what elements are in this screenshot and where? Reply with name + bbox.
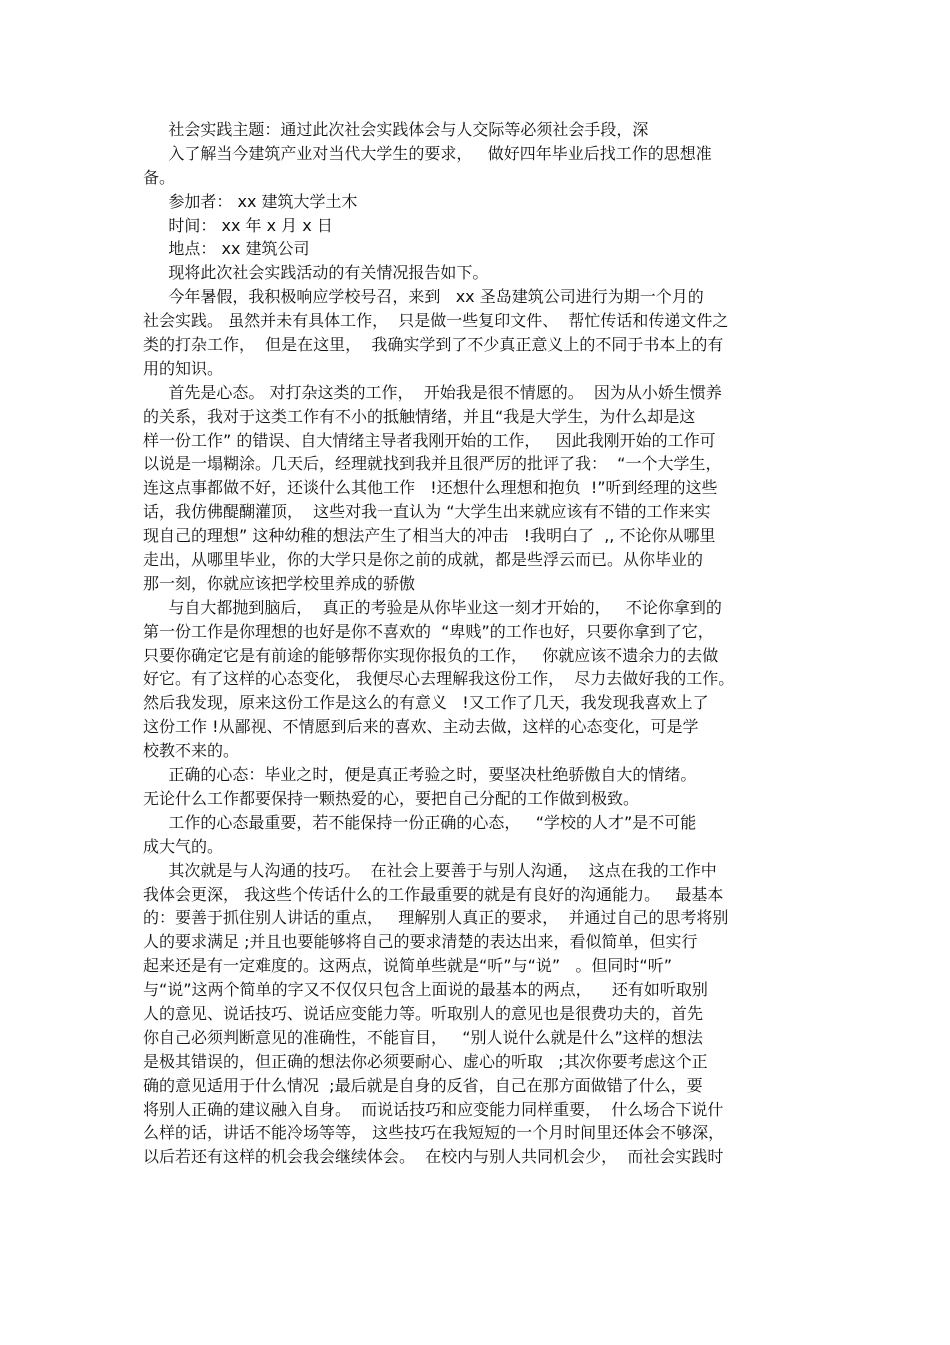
text-line: 是极其错误的，但正确的想法你必须要耐心、虚心的听取 ;其次你要考虑这个正 [143, 1051, 708, 1071]
text-line: 连这点事都做不好，还谈什么其他工作 !还想什么理想和抱负 !”听到经理的这些 [143, 478, 718, 498]
text-line: 参加者： xx 建筑大学土木 [143, 191, 358, 211]
text-line: 校教不来的。 [143, 741, 240, 761]
text-line: 么样的话，讲话不能冷场等等， 这些技巧在我短短的一个月时间里还体会不够深， [143, 1123, 725, 1143]
text-line: 确的意见适用于什么情况 ;最后就是自身的反省，自己在那方面做错了什么，要 [143, 1075, 703, 1095]
text-line: 以说是一塌糊涂。几天后，经理就找到我并且很严厉的批评了我： “一个大学生， [143, 454, 722, 474]
text-line: 人的要求满足 ;并且也要能够将自己的要求清楚的表达出来，看似简单，但实行 [143, 932, 698, 952]
text-line: 社会实践。 虽然并未有具体工作， 只是做一些复印文件、 帮忙传话和传递文件之 [143, 311, 729, 331]
text-line: 与自大都抛到脑后， 真正的考验是从你毕业这一刻才开始的， 不论你拿到的 [143, 597, 722, 617]
text-line: 然后我发现，原来这份工作是这么的有意义 !又工作了几天，我发现我喜欢上了 [143, 693, 709, 713]
text-line: 与“说”这两个简单的字又不仅仅只包含上面说的最基本的两点， 还有如听取别 [143, 980, 708, 1000]
text-line: 的关系，我对于这类工作有不小的抵触情绪，并且“我是大学生，为什么却是这 [143, 406, 696, 426]
text-line: 今年暑假，我积极响应学校号召，来到 xx 圣岛建筑公司进行为期一个月的 [143, 287, 704, 307]
text-line: 其次就是与人沟通的技巧。 在社会上要善于与别人沟通， 这点在我的工作中 [143, 860, 717, 880]
text-line: 社会实践主题：通过此次社会实践体会与人交际等必须社会手段，深 [143, 120, 649, 139]
text-line: 备。 [143, 167, 176, 187]
text-line: 那一刻，你就应该把学校里养成的骄傲 [143, 573, 416, 593]
text-line: 用的知识。 [143, 358, 224, 378]
text-line: 工作的心态最重要，若不能保持一份正确的心态， “学校的人才”是不可能 [143, 812, 697, 832]
text-line: 我体会更深， 我这些个传话什么的工作最重要的就是有良好的沟通能力。 最基本 [143, 884, 724, 904]
text-line: 首先是心态。 对打杂这类的工作， 开始我是很不情愿的。 因为从小娇生惯养 [143, 382, 722, 402]
text-line: 只要你确定它是有前途的能够帮你实现你报负的工作， 你就应该不遗余力的去做 [143, 645, 719, 665]
text-line: 第一份工作是你理想的也好是你不喜欢的 “卑贱”的工作也好，只要你拿到了它， [143, 621, 714, 641]
text-line: 以后若还有这样的机会我会继续体会。 在校内与别人共同机会少， 而社会实践时 [143, 1147, 724, 1167]
text-line: 时间： xx 年 x 月 x 日 [143, 215, 333, 235]
text-line: 话，我仿佛醍醐灌顶， 这些对我一直认为 “大学生出来就应该有不错的工作来实 [143, 502, 711, 522]
text-line: 无论什么工作都要保持一颗热爱的心，要把自己分配的工作做到极致。 [143, 788, 640, 808]
text-line: 的：要善于抓住别人讲话的重点， 理解别人真正的要求， 并通过自己的思考将别 [143, 908, 729, 928]
text-line: 人的意见、说话技巧、说话应变能力等。听取别人的意见也是很费功夫的，首先 [143, 1003, 704, 1023]
text-line: 样一份工作” 的错误、自大情绪主导者我刚开始的工作， 因此我刚开始的工作可 [143, 430, 716, 450]
text-line: 成大气的。 [143, 836, 224, 856]
text-line: 起来还是有一定难度的。这两点，说简单些就是“听”与“说” 。但同时“听” [143, 956, 672, 976]
text-line: 将别人正确的建议融入自身。 而说话技巧和应变能力同样重要， 什么场合下说什 [143, 1099, 724, 1119]
text-line: 走出，从哪里毕业，你的大学只是你之前的成就，都是些浮云而已。从你毕业的 [143, 550, 704, 570]
text-line: 现将此次社会实践活动的有关情况报告如下。 [143, 263, 489, 283]
report-body [143, 118, 808, 1169]
text-line: 现自己的理想” 这种幼稚的想法产生了相当大的冲击 !我明白了 ,, 不论你从哪里 [143, 526, 716, 546]
text-line: 好它。有了这样的心态变化， 我便尽心去理解我这份工作， 尽力去做好我的工作。 [143, 669, 735, 689]
text-line: 这份工作 !从鄙视、不情愿到后来的喜欢、主动去做，这样的心态变化，可是学 [143, 717, 699, 737]
text-line: 入了解当今建筑产业对当代大学生的要求， 做好四年毕业后找工作的思想准 [143, 143, 712, 163]
text-line: 类的打杂工作， 但是在这里， 我确实学到了不少真正意义上的不同于书本上的有 [143, 335, 724, 355]
text-line: 正确的心态：毕业之时，便是真正考验之时，要坚决杜绝骄傲自大的情绪。 [143, 765, 697, 785]
text-line: 你自己必须判断意见的准确性，不能盲目， “别人说什么就是什么”这样的想法 [143, 1027, 703, 1047]
text-line: 地点： xx 建筑公司 [143, 239, 310, 259]
